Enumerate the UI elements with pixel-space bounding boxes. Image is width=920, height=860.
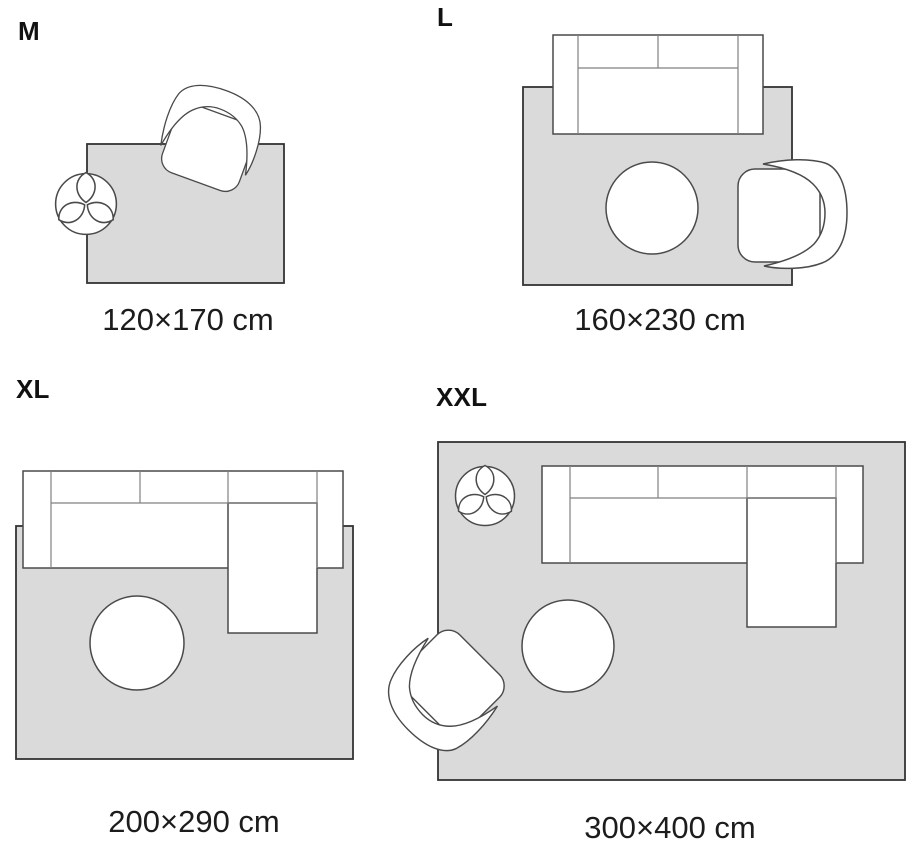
coffee-table-icon xyxy=(522,600,614,692)
armchair-icon xyxy=(738,160,847,269)
size-label-m: M xyxy=(18,16,40,46)
dimensions-label-m: 120×170 cm xyxy=(102,302,274,337)
dimensions-label-xxl: 300×400 cm xyxy=(584,810,756,845)
size-label-l: L xyxy=(437,2,454,32)
coffee-table-icon xyxy=(606,162,698,254)
dimensions-label-l: 160×230 cm xyxy=(574,302,746,337)
size-label-xxl: XXL xyxy=(436,382,488,412)
panel-xxl-illustration xyxy=(370,370,920,860)
coffee-table-icon xyxy=(90,596,184,690)
sofa-icon xyxy=(553,35,763,134)
panel-xl-illustration xyxy=(0,360,420,860)
size-label-xl: XL xyxy=(16,374,50,404)
dimensions-label-xl: 200×290 cm xyxy=(108,804,280,839)
